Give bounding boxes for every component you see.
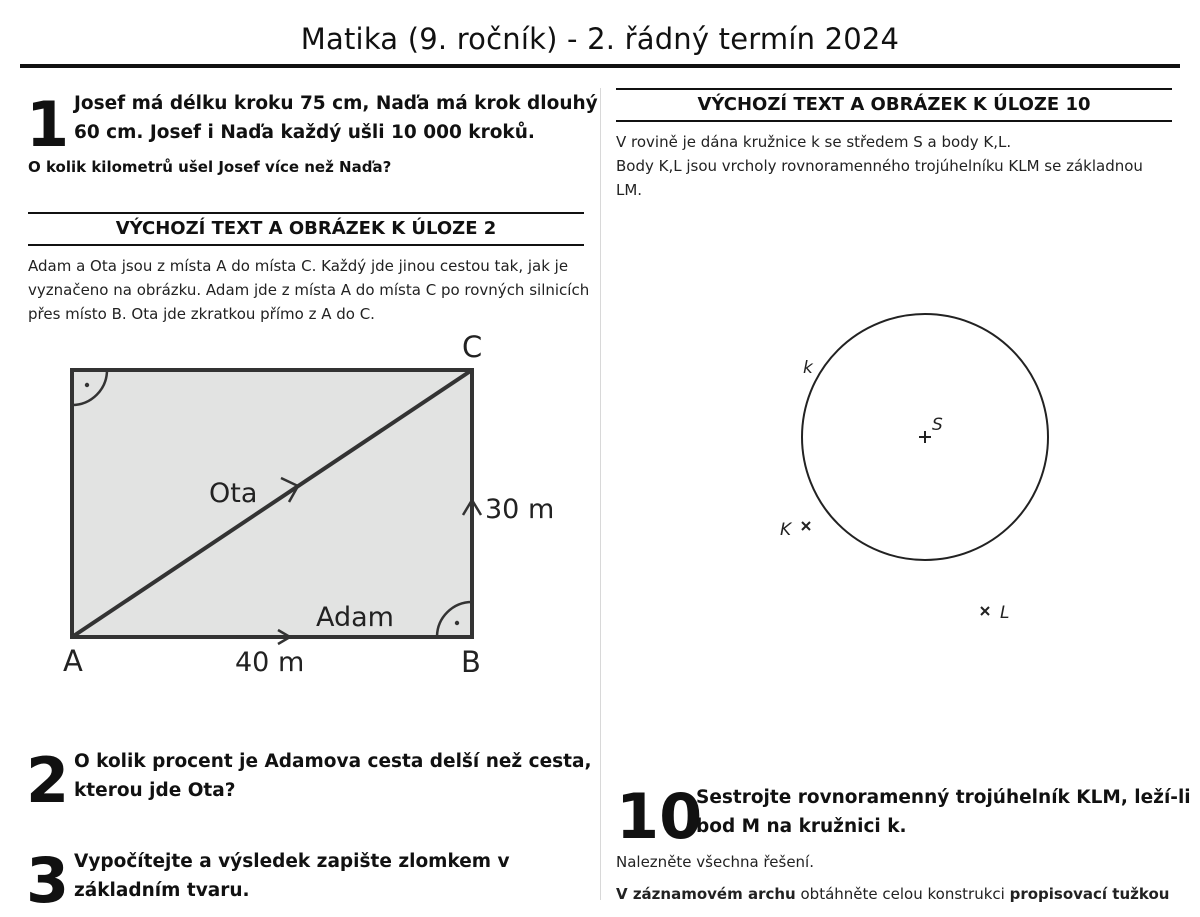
question-1-text-line: 60 cm. Josef i Naďa každý ušli 10 000 kroků. [74,122,535,143]
question-10-text-line: Sestrojte rovnoramenný trojúhelník KLM, leží-li [696,787,1191,808]
section-10-text-line: V rovině je dána kružnice k se středem S a body K,L. [616,133,1012,151]
section-10-text-line: Body K,L jsou vrcholy rovnoramenného trojúhelníku KLM se základnou [616,157,1143,175]
right-angle-dot-b [455,621,459,625]
question-10-instruction [616,882,1169,906]
section-2-heading: VÝCHOZÍ TEXT A OBRÁZEK K ÚLOZE 2 [28,212,584,246]
question-2-text [74,747,592,805]
question-2-text-line: O kolik procent je Adamova cesta delší než cesta, [74,751,592,772]
question-10-subtext: Nalezněte všechna řešení. [616,853,814,871]
question-3-text-line: Vypočítejte a výsledek zapište zlomkem v [74,851,510,872]
section-2-text-line: přes místo B. Ota jde zkratkou přímo z A do C. [28,305,375,323]
question-3-text-line: základním tvaru. [74,880,250,901]
question-10-instruction-line [616,882,1169,906]
question-3-text [74,847,510,905]
label-k-point: K [780,520,792,540]
label-length-ab: 40 m [235,647,305,678]
section-2-text-line: vyznačeno na obrázku. Adam jde z místa A do místa C po rovných silnicích [28,281,590,299]
section-2-text-line: Adam a Ota jsou z místa A do místa C. Každý jde jinou cestou tak, jak je [28,257,569,275]
label-a: A [63,644,83,678]
instruction-bold-pen: propisovací tužkou [1009,885,1170,903]
question-1-text-line: Josef má délku kroku 75 cm, Naďa má krok dlouhý [74,93,598,114]
question-10-number: 10 [616,780,703,853]
rectangle-figure [0,0,600,720]
circle-figure [600,0,1200,720]
question-10-text [696,783,1191,841]
question-1-number: 1 [26,88,70,161]
question-10-text-line: bod M na kružnici k. [696,816,907,837]
label-ota: Ota [209,478,258,509]
label-b: B [461,645,481,679]
question-2-text-line: kterou jde Ota? [74,780,236,801]
label-length-bc: 30 m [485,494,555,525]
section-10-text-line: LM. [616,181,643,199]
label-s: S [932,415,943,435]
label-adam: Adam [316,602,394,633]
question-1-prompt: O kolik kilometrů ušel Josef více než Naďa? [28,158,392,176]
label-k-circle: k [803,358,813,378]
label-c: C [462,330,483,364]
right-angle-dot-d [85,383,89,387]
section-10-heading: VÝCHOZÍ TEXT A OBRÁZEK K ÚLOZE 10 [616,88,1172,122]
label-l-point: L [1000,603,1010,623]
instruction-bold-archive: V záznamovém archu [616,885,796,903]
question-3-number: 3 [26,844,70,917]
page-title: Matika (9. ročník) - 2. řádný termín 2024 [300,22,900,56]
question-2-number: 2 [26,744,70,817]
instruction-middle: obtáhněte celou konstrukci [795,885,1010,903]
